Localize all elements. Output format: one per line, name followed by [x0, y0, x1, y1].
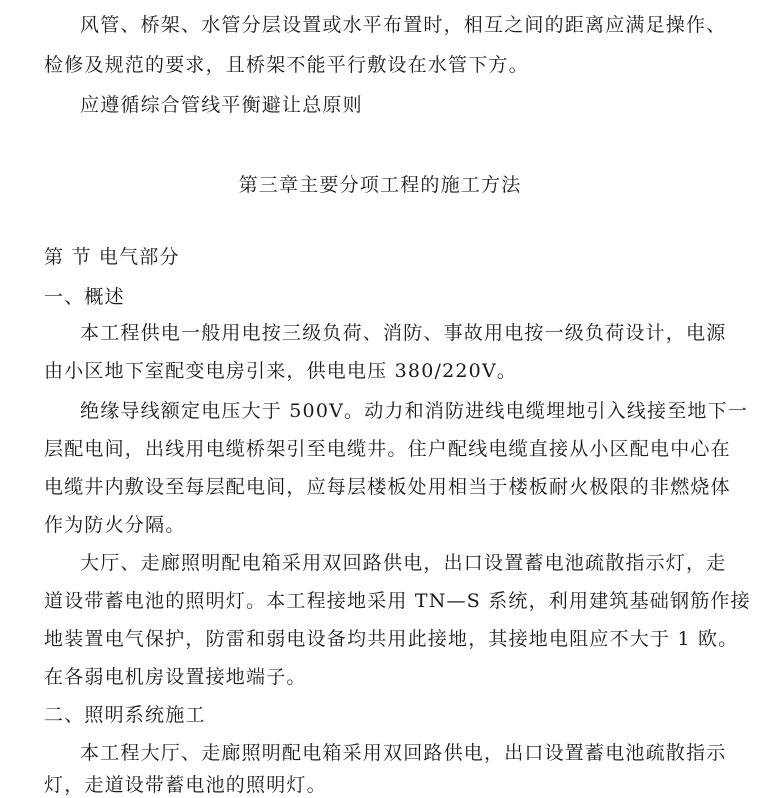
paragraph-line: 灯，走道设带蓄电池的照明灯。: [44, 774, 327, 796]
paragraph-line: 作为防火分隔。: [44, 514, 186, 536]
principle-line: 应遵循综合管线平衡避让总原则: [80, 94, 363, 116]
subsection-heading-lighting: 二、照明系统施工: [44, 704, 206, 726]
paragraph-line: 地装置电气保护，防雷和弱电设备均共用此接地，其接地电阻应不大于 1 欧。: [44, 628, 739, 650]
paragraph-line: 道设带蓄电池的照明灯。本工程接地采用 TN—S 系统，利用建筑基础钢筋作接: [44, 590, 751, 612]
paragraph-line: 本工程供电一般用电按三级负荷、消防、事故用电按一级负荷设计，电源: [80, 322, 727, 344]
chapter-title: 第三章主要分项工程的施工方法: [238, 174, 522, 196]
section-title: 第 节 电气部分: [44, 246, 180, 268]
intro-paragraph-line: 检修及规范的要求，且桥架不能平行敷设在水管下方。: [44, 54, 529, 76]
paragraph-line: 大厅、走廊照明配电箱采用双回路供电，出口设置蓄电池疏散指示灯，走: [80, 552, 727, 574]
intro-paragraph-line: 风管、桥架、水管分层设置或水平布置时，相互之间的距离应满足操作、: [80, 14, 727, 36]
paragraph-line: 由小区地下室配变电房引来，供电电压 380/220V。: [44, 360, 518, 382]
paragraph-line: 绝缘导线额定电压大于 500V。动力和消防进线电缆埋地引入线接至地下一: [80, 400, 749, 422]
paragraph-line: 层配电间，出线用电缆桥架引至电缆井。住户配线电缆直接从小区配电中心在: [44, 438, 731, 460]
subsection-heading-overview: 一、概述: [44, 286, 125, 308]
paragraph-line: 电缆井内敷设至每层配电间，应每层楼板处用相当于楼板耐火极限的非燃烧体: [44, 476, 731, 498]
paragraph-line: 本工程大厅、走廊照明配电箱采用双回路供电，出口设置蓄电池疏散指示: [80, 742, 727, 764]
paragraph-line: 在各弱电机房设置接地端子。: [44, 666, 307, 688]
